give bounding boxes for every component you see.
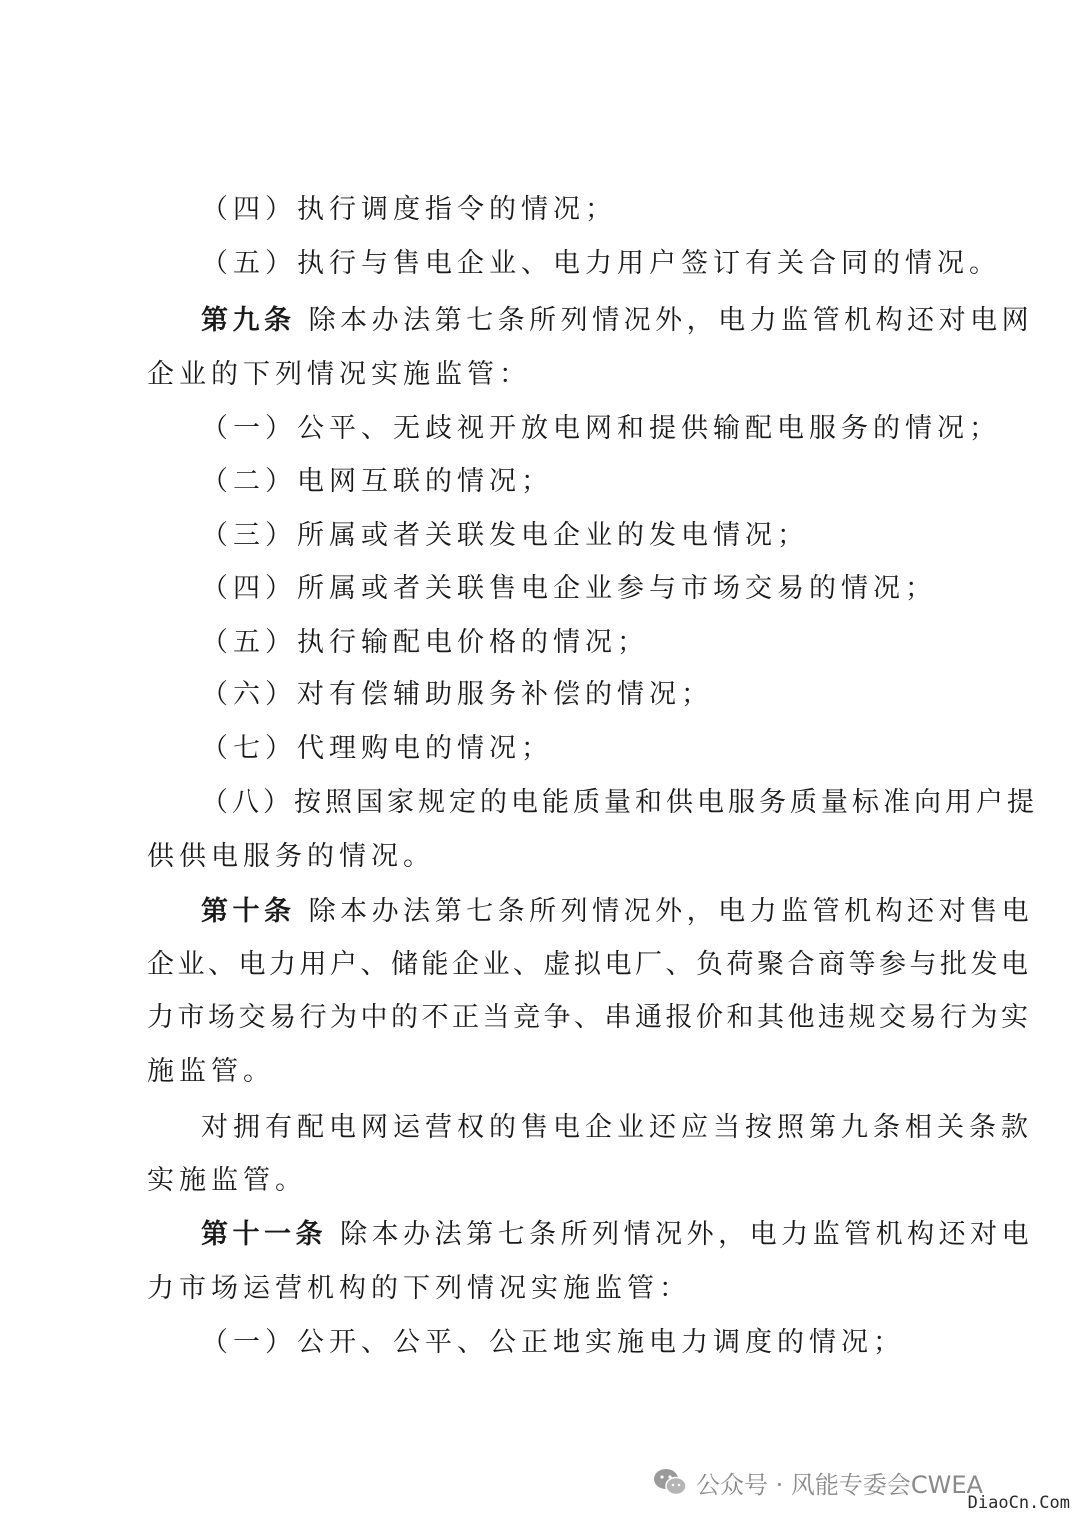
- paragraph-line: 对拥有配电网运营权的售电企业还应当按照第九条相关条款: [201, 1112, 1033, 1143]
- paragraph-line: 实施监管。: [147, 1165, 307, 1196]
- paragraph-line: （八）按照国家规定的电能质量和供电服务质量标准向用户提: [201, 787, 1038, 818]
- article-number: 第十一条: [201, 1219, 327, 1250]
- paragraph-line: 力市场运营机构的下列情况实施监管：: [147, 1273, 691, 1304]
- watermark-text: 公众号 · 风能专委会CWEA: [696, 1470, 983, 1499]
- paragraph-line: （一）公开、公平、公正地实施电力调度的情况；: [201, 1327, 905, 1358]
- article-number: 第十条: [201, 896, 296, 927]
- paragraph-line: （六）对有偿辅助服务补偿的情况；: [201, 679, 713, 710]
- paragraph-line: （五）执行与售电企业、电力用户签订有关合同的情况。: [201, 248, 1001, 279]
- watermark: [652, 1462, 983, 1502]
- wechat-icon: [652, 1467, 688, 1497]
- paragraph-line: （七）代理购电的情况；: [201, 733, 553, 764]
- paragraph-line: （五）执行输配电价格的情况；: [201, 627, 649, 658]
- article-heading-line: 第九条 除本办法第七条所列情况外，电力监管机构还对电网: [201, 305, 1034, 336]
- article-number: 第九条: [201, 305, 296, 336]
- paragraph-line: （一）公平、无歧视开放电网和提供输配电服务的情况；: [201, 413, 1001, 444]
- paragraph-line: 企业的下列情况实施监管：: [147, 359, 531, 390]
- paragraph-line: （四）所属或者关联售电企业参与市场交易的情况；: [201, 573, 937, 604]
- article-heading-line: 第十一条 除本办法第七条所列情况外，电力监管机构还对电: [201, 1219, 1034, 1250]
- paragraph-line: （二）电网互联的情况；: [201, 466, 553, 497]
- paragraph-line: 供供电服务的情况。: [147, 841, 435, 872]
- paragraph-line: 力市场交易行为中的不正当竞争、串通报价和其他违规交易行为实: [147, 1002, 1032, 1033]
- paragraph-line: 施监管。: [147, 1056, 275, 1087]
- site-mark: DiaoCn.Com: [967, 1493, 1070, 1513]
- paragraph-line: （三）所属或者关联发电企业的发电情况；: [201, 520, 809, 551]
- paragraph-line: （四）执行调度指令的情况；: [201, 194, 617, 225]
- article-heading-line: 第十条 除本办法第七条所列情况外，电力监管机构还对售电: [201, 896, 1034, 927]
- paragraph-line: 企业、电力用户、储能企业、虚拟电厂、负荷聚合商等参与批发电: [147, 949, 1032, 980]
